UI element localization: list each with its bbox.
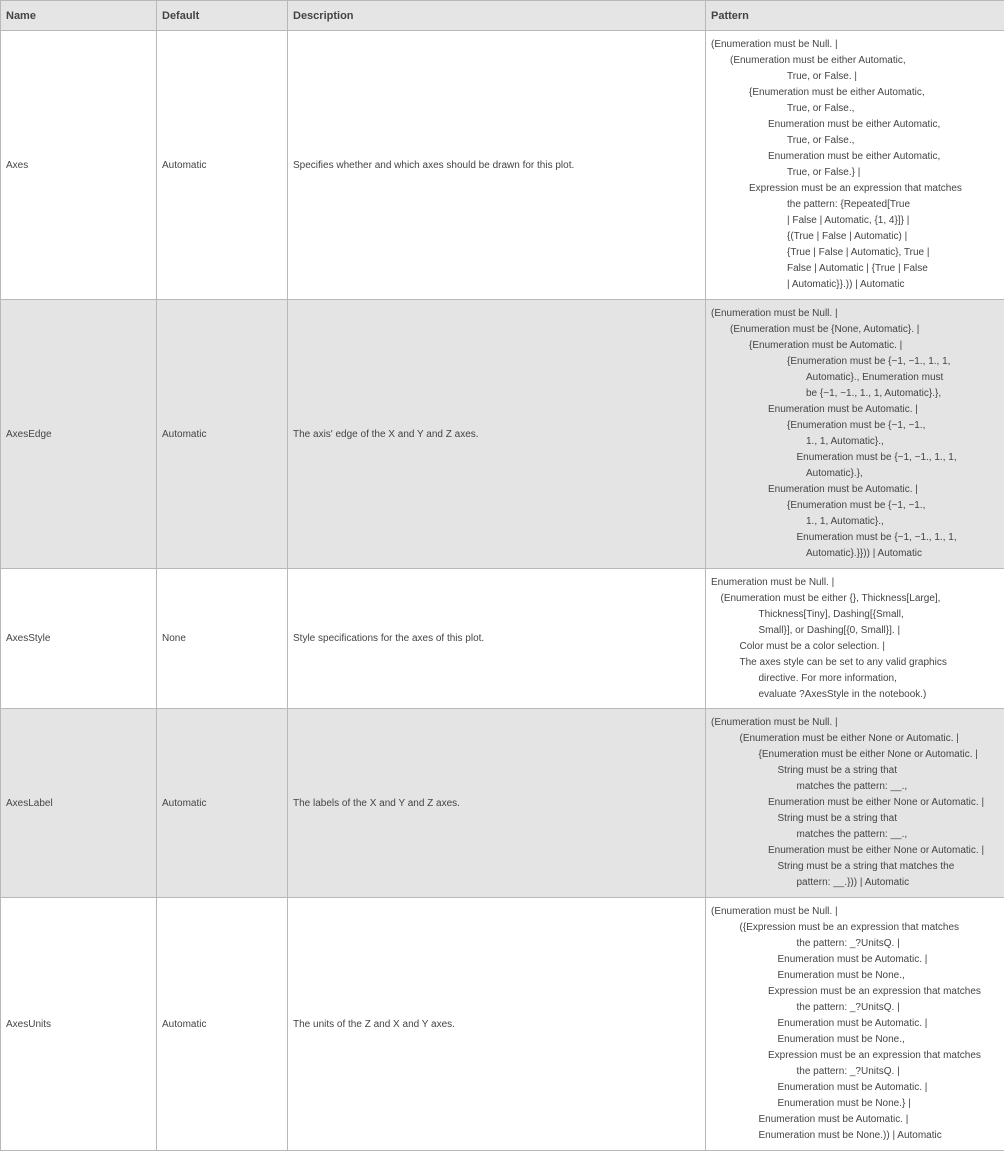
- cell-default: Automatic: [157, 709, 288, 898]
- cell-pattern: [706, 569, 1004, 709]
- pattern-line: {(True | False | Automatic) |: [787, 231, 908, 242]
- header-default: Default: [157, 1, 288, 31]
- pattern-line: (Enumeration must be {None, Automatic}. |: [730, 324, 920, 335]
- pattern-line: the pattern: {Repeated[True: [787, 199, 911, 210]
- pattern-line: Color must be a color selection. |: [739, 640, 885, 652]
- header-description: Description: [288, 1, 706, 31]
- pattern-line: (Enumeration must be Null. |: [711, 39, 838, 50]
- table-row: [1, 31, 1004, 300]
- pattern-line: Enumeration must be None.,: [777, 970, 905, 981]
- cell-pattern: [706, 300, 1004, 569]
- pattern-line: Expression must be an expression that matches: [749, 183, 962, 194]
- pattern-line: (Enumeration must be Null. |: [711, 308, 838, 319]
- pattern-line: matches the pattern: __.,: [796, 829, 908, 840]
- pattern-line: directive. For more information,: [758, 672, 897, 684]
- cell-default: Automatic: [157, 898, 288, 1151]
- pattern-line: True, or False.,: [787, 135, 855, 146]
- cell-default: None: [157, 569, 288, 709]
- pattern-line: {True | False | Automatic}, True |: [787, 247, 930, 258]
- header-row: [1, 1, 1004, 31]
- pattern-line: the pattern: _?UnitsQ. |: [796, 1066, 900, 1077]
- pattern-line: (Enumeration must be either Automatic,: [730, 55, 906, 66]
- cell-description: Style specifications for the axes of this plot.: [288, 569, 706, 709]
- cell-name: Axes: [1, 31, 157, 300]
- pattern-line: Thickness[Tiny], Dashing[{Small,: [758, 608, 904, 620]
- pattern-line: Enumeration must be Automatic. |: [768, 484, 918, 495]
- pattern-line: {Enumeration must be either None or Automatic. |: [758, 749, 978, 760]
- header-pattern: Pattern: [706, 1, 1004, 31]
- pattern-line: Enumeration must be either None or Automatic. |: [768, 797, 985, 808]
- pattern-line: String must be a string that: [777, 813, 898, 824]
- pattern-line: Enumeration must be Automatic. |: [777, 1082, 928, 1093]
- cell-description: The units of the Z and X and Y axes.: [288, 898, 706, 1151]
- pattern-line: Automatic}.},: [806, 468, 863, 479]
- pattern-line: Enumeration must be either Automatic,: [768, 119, 941, 130]
- cell-description: The labels of the X and Y and Z axes.: [288, 709, 706, 898]
- pattern-line: (Enumeration must be Null. |: [711, 906, 838, 917]
- pattern-line: Enumeration must be None.,: [777, 1034, 905, 1045]
- pattern-line: Automatic}., Enumeration must: [806, 372, 944, 383]
- pattern-line: 1., 1, Automatic}.,: [806, 516, 884, 527]
- pattern-line: Automatic}.}})) | Automatic: [806, 548, 922, 559]
- pattern-line: (Enumeration must be either {}, Thickness[Large],: [720, 592, 941, 604]
- pattern-line: evaluate ?AxesStyle in the notebook.): [758, 688, 927, 700]
- table-row: [1, 709, 1004, 898]
- cell-name: AxesEdge: [1, 300, 157, 569]
- pattern-line: Enumeration must be {−1, −1., 1., 1,: [796, 532, 957, 543]
- pattern-line: String must be a string that matches the: [777, 861, 955, 872]
- table-row: [1, 898, 1004, 1151]
- pattern-line: True, or False.} |: [787, 167, 861, 178]
- pattern-line: True, or False. |: [787, 71, 858, 82]
- pattern-line: Expression must be an expression that matches: [768, 986, 981, 997]
- cell-default: Automatic: [157, 300, 288, 569]
- pattern-line: (Enumeration must be either None or Automatic. |: [739, 733, 959, 744]
- pattern-line: (Enumeration must be Null. |: [711, 717, 838, 728]
- header-name: Name: [1, 1, 157, 31]
- pattern-line: ({Expression must be an expression that matches: [739, 922, 960, 933]
- pattern-line: True, or False.,: [787, 103, 855, 114]
- cell-pattern: [706, 31, 1004, 300]
- pattern-line: the pattern: _?UnitsQ. |: [796, 938, 900, 949]
- pattern-line: Enumeration must be Automatic. |: [777, 954, 928, 965]
- cell-name: AxesStyle: [1, 569, 157, 709]
- pattern-line: Enumeration must be either None or Automatic. |: [768, 845, 985, 856]
- pattern-line: | False | Automatic, {1, 4}]} |: [787, 215, 910, 226]
- pattern-line: The axes style can be set to any valid graphics: [739, 656, 947, 668]
- pattern-line: pattern: __.})) | Automatic: [796, 877, 910, 888]
- cell-pattern: [706, 898, 1004, 1151]
- cell-default: Automatic: [157, 31, 288, 300]
- cell-name: AxesLabel: [1, 709, 157, 898]
- pattern-line: Enumeration must be {−1, −1., 1., 1,: [796, 452, 957, 463]
- pattern-line: Expression must be an expression that matches: [768, 1050, 981, 1061]
- pattern-line: {Enumeration must be {−1, −1.,: [787, 420, 926, 431]
- pattern-line: {Enumeration must be {−1, −1.,: [787, 500, 926, 511]
- pattern-line: matches the pattern: __.,: [796, 781, 908, 792]
- pattern-line: | Automatic}}.)) | Automatic: [787, 279, 905, 290]
- cell-description: The axis' edge of the X and Y and Z axes.: [288, 300, 706, 569]
- pattern-line: Enumeration must be None.)) | Automatic: [758, 1130, 942, 1141]
- cell-name: AxesUnits: [1, 898, 157, 1151]
- pattern-line: Enumeration must be Automatic. |: [758, 1114, 909, 1125]
- pattern-line: {Enumeration must be either Automatic,: [749, 87, 925, 98]
- table-row: [1, 569, 1004, 709]
- pattern-line: False | Automatic | {True | False: [787, 263, 928, 274]
- pattern-line: String must be a string that: [777, 765, 898, 776]
- table-row: [1, 300, 1004, 569]
- cell-pattern: [706, 709, 1004, 898]
- pattern-line: Enumeration must be Automatic. |: [768, 404, 918, 415]
- pattern-line: Enumeration must be Null. |: [711, 576, 835, 588]
- cell-description: Specifies whether and which axes should be drawn for this plot.: [288, 31, 706, 300]
- pattern-line: Small}], or Dashing[{0, Small}]. |: [758, 624, 901, 636]
- pattern-line: Enumeration must be None.} |: [777, 1098, 911, 1109]
- pattern-line: 1., 1, Automatic}.,: [806, 436, 884, 447]
- pattern-line: Enumeration must be Automatic. |: [777, 1018, 928, 1029]
- pattern-line: Enumeration must be either Automatic,: [768, 151, 941, 162]
- pattern-line: {Enumeration must be Automatic. |: [749, 340, 903, 351]
- pattern-line: {Enumeration must be {−1, −1., 1., 1,: [787, 356, 951, 367]
- pattern-line: the pattern: _?UnitsQ. |: [796, 1002, 900, 1013]
- pattern-line: be {−1, −1., 1., 1, Automatic}.},: [806, 388, 942, 399]
